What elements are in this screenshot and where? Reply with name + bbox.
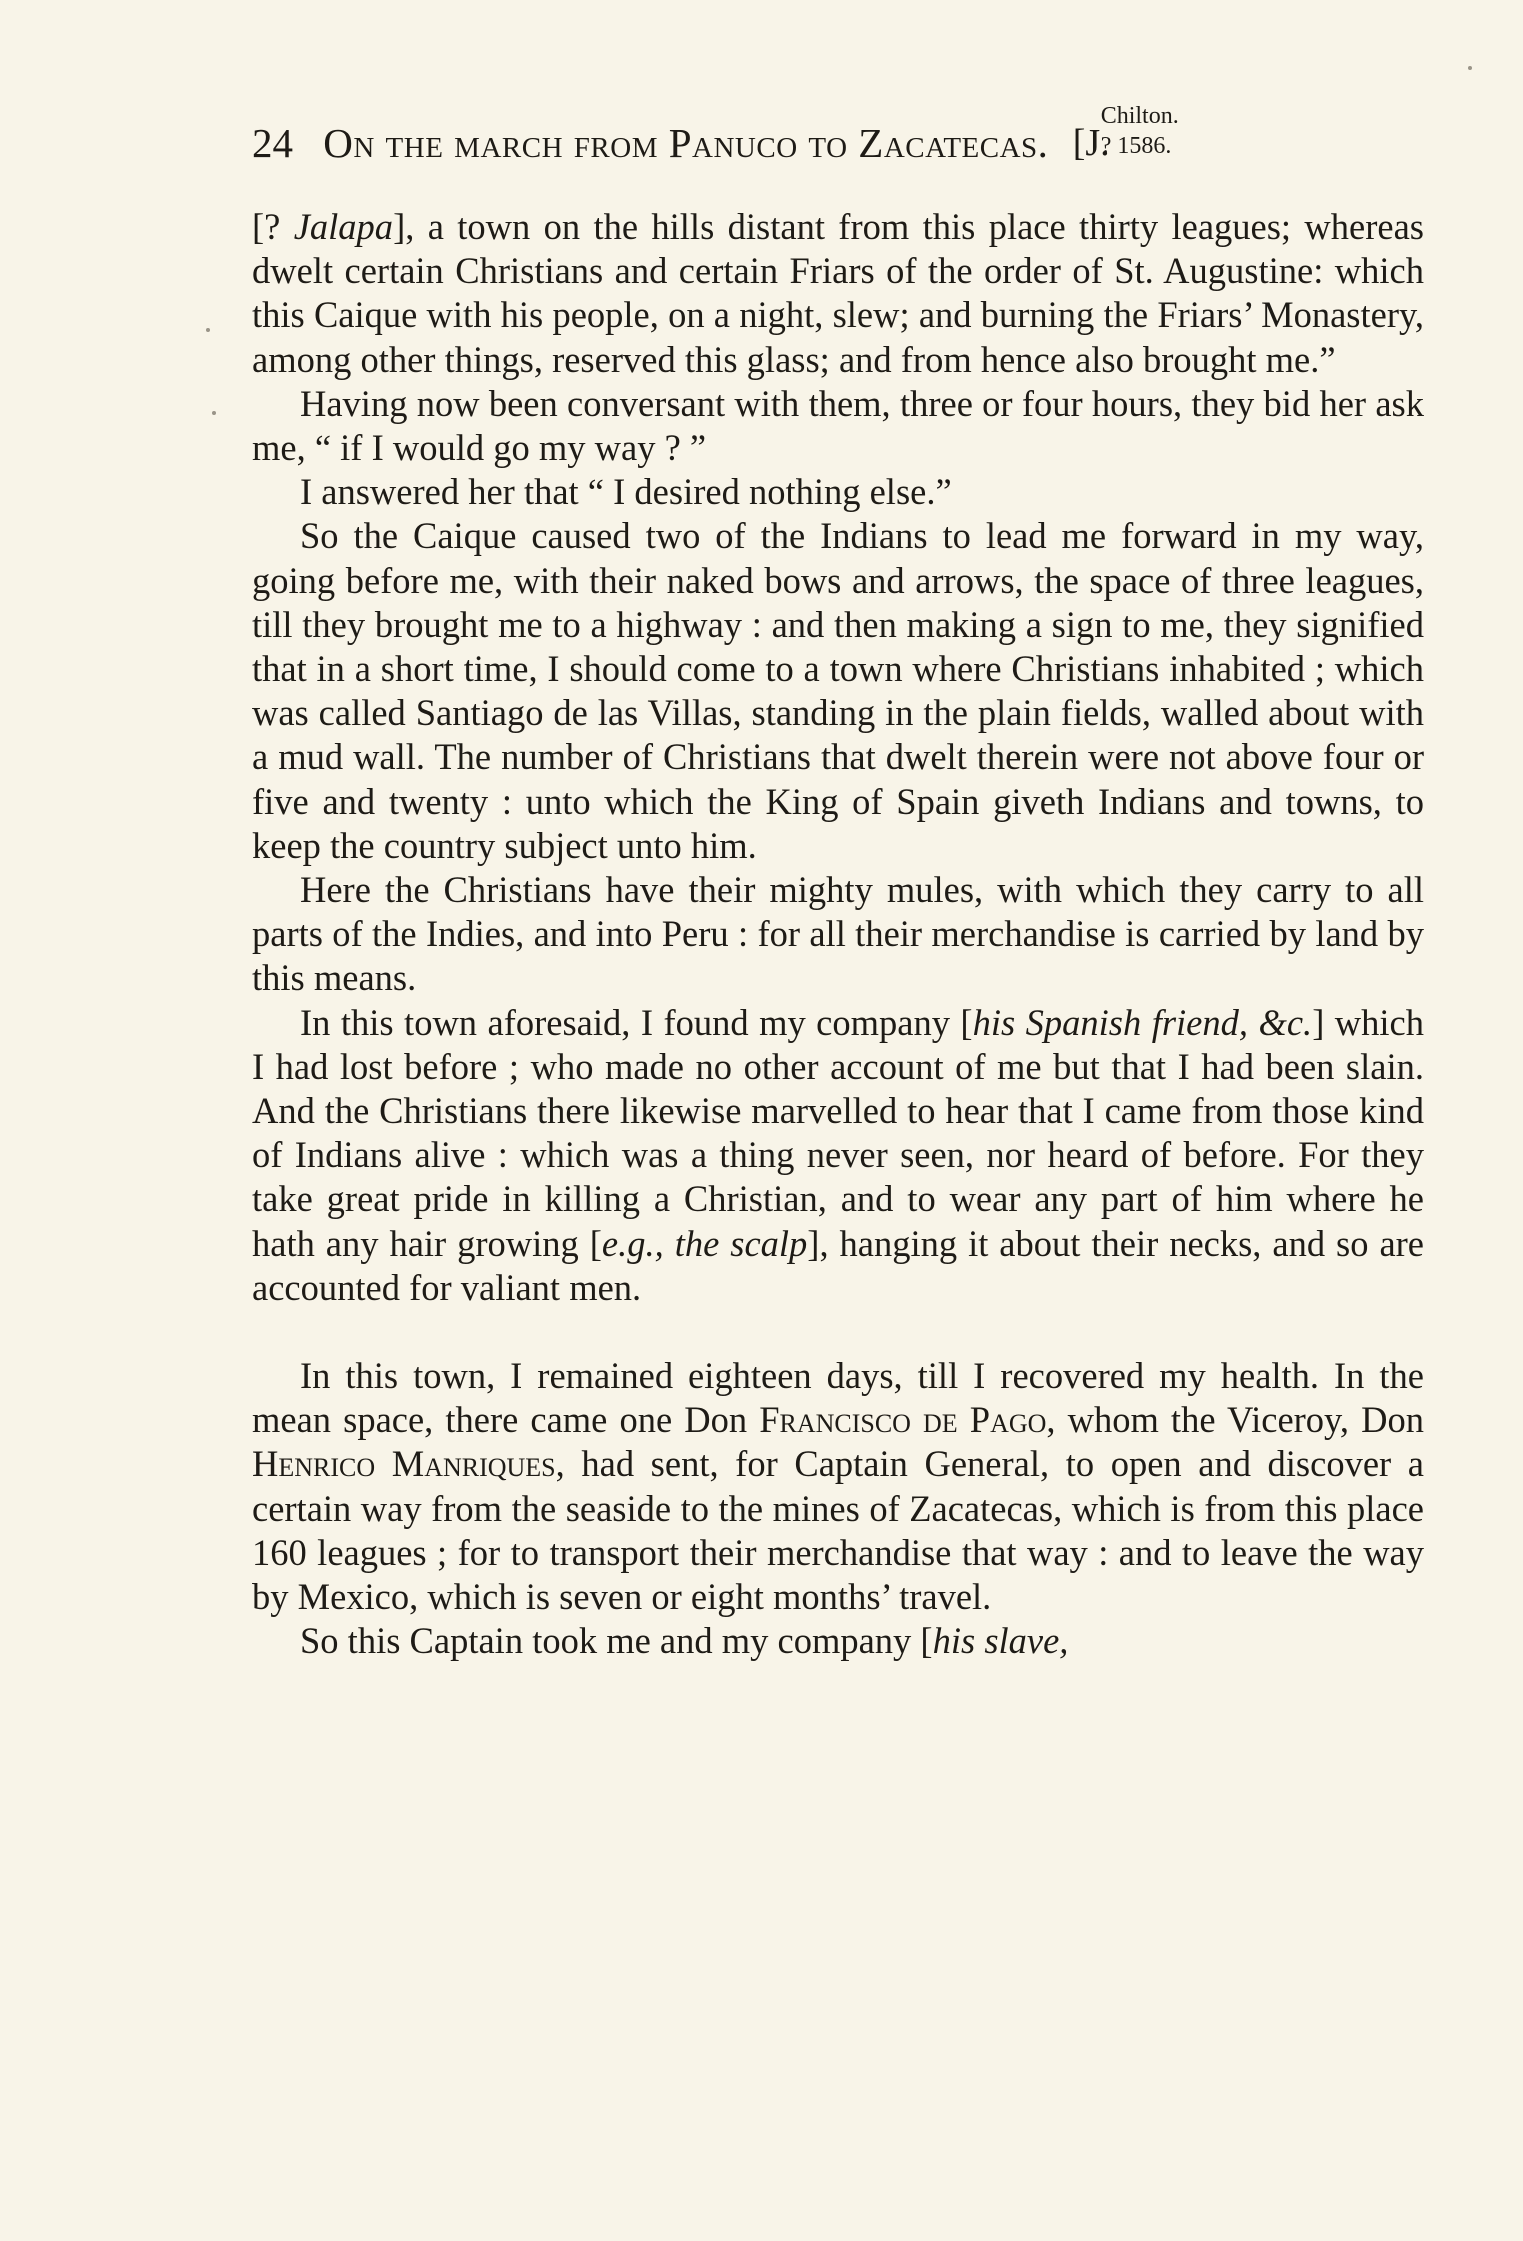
- paragraph: [252, 382, 1424, 470]
- paragraph: [252, 470, 1424, 514]
- smallcaps-run: Henrico Manriques: [252, 1443, 556, 1485]
- text-run: ], a town on the hills distant from this place thirty leagues; whereas dwelt certain Christians and certain Friars of the order of St. Augustine: which this Caique with his people, on a night, slew; and burning the Friars’ Monastery, among other things, reserved this glass; and from hence also brought me.”: [252, 206, 1424, 380]
- italic-run: his slave,: [932, 1620, 1069, 1662]
- italic-run: his Spanish friend, &c.: [972, 1001, 1313, 1043]
- text-run: In this town aforesaid, I found my company [: [300, 1001, 973, 1043]
- running-header: [252, 103, 1428, 178]
- text-run: Having now been conversant with them, three or four hours, they bid her ask me, “ if I would go my way ? ”: [252, 382, 1424, 469]
- paper-speck: [206, 328, 210, 332]
- paper-speck: [1468, 66, 1472, 70]
- paragraph: [252, 868, 1424, 1001]
- sidenote-bracket: [J.: [1072, 122, 1110, 164]
- sidenote-author: Chilton.: [1100, 103, 1179, 129]
- author-date-sidenote: [1072, 103, 1179, 178]
- text-run: So this Captain took me and my company [: [300, 1620, 933, 1662]
- paragraph: [252, 1001, 1424, 1310]
- text-run: [?: [252, 206, 294, 247]
- paragraph: [252, 1354, 1424, 1619]
- italic-run: Jalapa: [293, 206, 394, 247]
- text-run: In this town, I remained eighteen days, till I recovered my health. In the mean space, there came one Don: [252, 1355, 1424, 1441]
- sidenote-year: ? 1586.: [1100, 133, 1172, 159]
- italic-run: e.g., the scalp: [601, 1222, 808, 1264]
- page-number: 24: [252, 120, 293, 166]
- smallcaps-run: Francisco de Pago: [759, 1399, 1047, 1441]
- text-run: ] which I had lost before ; who made no other account of me but that I had been slain. And the Christians there likewise marvelled to hear that I came from those kind of Indians alive : which was a thing never seen, nor heard of before. For they take great pride in killing a Christian, and to wear any part of him where he hath any hair growing [: [252, 1001, 1425, 1264]
- text-run: So the Caique caused two of the Indians to lead me forward in my way, going before me, with their naked bows and arrows, the space of three leagues, till they brought me to a highway : and then making a sign to me, they signified that in a short time, I should come to a town where Christians inhabited ; which was called Santiago de las Villas, standing in the plain fields, walled about with a mud wall. The number of Christians that dwelt therein were not above four or five and twenty : unto which the King of Spain giveth Indians and towns, to keep the country subject unto him.: [252, 515, 1424, 866]
- text-run: Here the Christians have their mighty mules, with which they carry to all parts of the Indies, and into Peru : for all their merchandise is carried by land by this means.: [252, 869, 1424, 999]
- paper-speck: [212, 411, 216, 415]
- text-run: , had sent, for Captain General, to open and discover a certain way from the seaside to the mines of Zacatecas, which is from this place 160 leagues ; for to transport their merchandise that way : and to leave the way by Mexico, which is seven or eight months’ travel.: [252, 1443, 1424, 1618]
- paragraph: [252, 205, 1424, 382]
- running-title: On the march from Panuco to Zacatecas.: [323, 120, 1049, 166]
- body-text: [252, 205, 1424, 1664]
- paragraph: [252, 1619, 1424, 1663]
- text-run: ], hanging it about their necks, and so are accounted for valiant men.: [252, 1222, 1424, 1308]
- text-run: , whom the Viceroy, Don: [1046, 1399, 1424, 1441]
- paragraph: [252, 514, 1424, 868]
- text-run: I answered her that “ I desired nothing else.”: [300, 471, 952, 513]
